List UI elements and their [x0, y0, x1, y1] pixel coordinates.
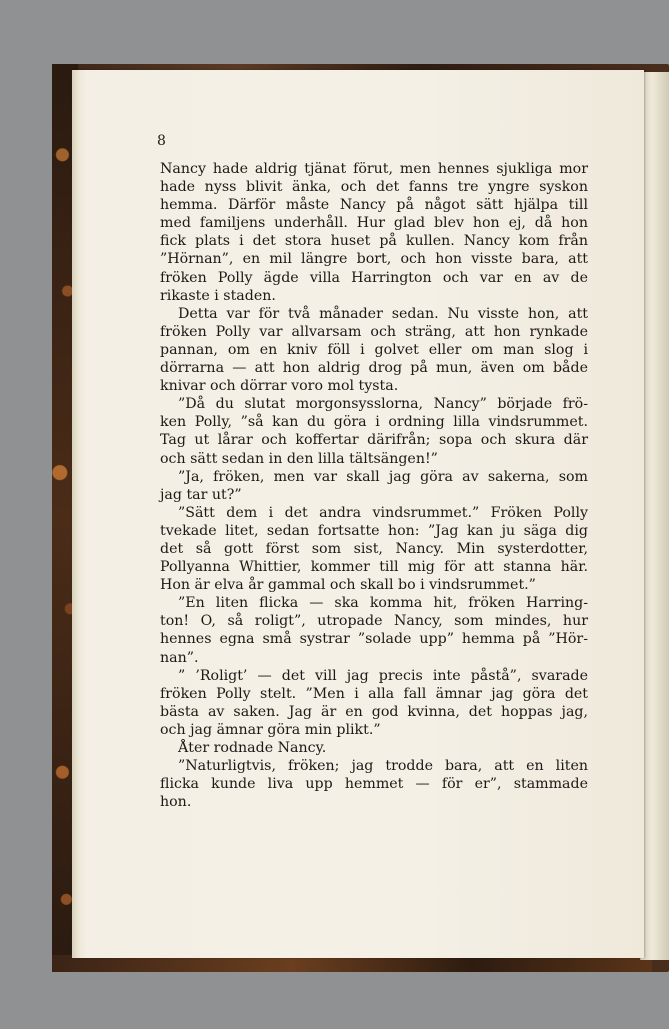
paragraph: [160, 594, 588, 666]
text-line: fröken Polly ägde villa Harrington och var en av de: [160, 269, 588, 286]
text-line: hade nyss blivit änka, och det fanns tre yngre syskon: [160, 179, 588, 196]
text-line: ”Sätt dem i det andra vindsrummet.” Fröken Polly: [178, 504, 588, 521]
text-line: tvekade litet, sedan fortsatte hon: ”Jag kan ju säga dig: [160, 522, 588, 539]
text-line: pannan, om en kniv föll i golvet eller om man slog i: [160, 341, 588, 358]
paragraph: [160, 504, 588, 594]
text-line: fröken Polly stelt. ”Men i alla fall ämnar jag göra det: [160, 685, 588, 702]
text-line: knivar och dörrar voro mol tysta.: [160, 378, 399, 395]
text-line: Åter rodnade Nancy.: [178, 740, 327, 756]
paragraph: [160, 667, 588, 739]
text-line: flicka kunde liva upp hemmet — för er”, stammade: [160, 776, 588, 793]
text-line: med familjens underhåll. Hur glad blev hon ej, då hon: [160, 215, 588, 232]
page-number: 8: [157, 133, 166, 149]
text-line: fröken Polly var allvarsam och sträng, att hon rynkade: [160, 323, 588, 340]
text-line: hennes egna små systrar ”solade upp” hemma på ”Hör-: [160, 631, 588, 648]
text-line: jag tar ut?”: [160, 486, 242, 503]
text-line: rikaste i staden.: [160, 287, 276, 304]
text-line: det så gott först som sist, Nancy. Min systerdotter,: [160, 540, 588, 557]
text-line: fick plats i det stora huset på kullen. Nancy kom från: [160, 233, 588, 250]
text-line: ”Då du slutat morgonsysslorna, Nancy” började frö-: [178, 396, 588, 413]
text-line: Detta var för två månader sedan. Nu visste hon, att: [178, 305, 588, 322]
text-line: Nancy hade aldrig tjänat förut, men hennes sjukliga mor: [160, 161, 588, 177]
paragraph: [160, 468, 588, 504]
text-line: ” ’Roligt’ — det vill jag precis inte påstå”, svarade: [178, 667, 588, 684]
paragraph: [160, 395, 588, 467]
text-line: och jag ämnar göra min plikt.”: [160, 721, 381, 738]
text-line: hemma. Därför måste Nancy på något sätt hjälpa till: [160, 197, 588, 214]
text-line: dörrarna — att hon aldrig drog på mun, även om både: [160, 360, 588, 377]
page-text: [160, 160, 588, 811]
paragraph: [160, 305, 588, 395]
text-line: Hon är elva år gammal och skall bo i vindsrummet.”: [160, 577, 536, 594]
paragraph: [160, 160, 588, 305]
paragraph: [160, 757, 588, 811]
paragraph: [160, 739, 588, 757]
text-line: ton! O, så roligt”, utropade Nancy, som mindes, hur: [160, 613, 588, 630]
text-line: ”Hörnan”, en mil längre bort, och hon visste bara, att: [160, 251, 588, 268]
text-line: bästa av saken. Jag är en god kvinna, det hoppas jag,: [160, 703, 588, 720]
text-line: Tag ut lårar och koffertar därifrån; sopa och skura där: [160, 432, 588, 449]
text-line: ”En liten flicka — ska komma hit, fröken Harring-: [178, 595, 588, 612]
text-line: hon.: [160, 794, 192, 811]
text-line: ”Naturligtvis, fröken; jag trodde bara, att en liten: [178, 758, 588, 775]
text-line: Pollyanna Whittier, kommer till mig för att stanna här.: [160, 559, 588, 576]
text-line: nan”.: [160, 649, 199, 666]
text-line: ken Polly, ”så kan du göra i ordning lilla vindsrummet.: [160, 414, 588, 431]
text-line: och sätt sedan in den lilla tältsängen!”: [160, 450, 438, 467]
text-line: ”Ja, fröken, men var skall jag göra av sakerna, som: [178, 468, 588, 485]
page-stack-edge: [640, 72, 669, 960]
